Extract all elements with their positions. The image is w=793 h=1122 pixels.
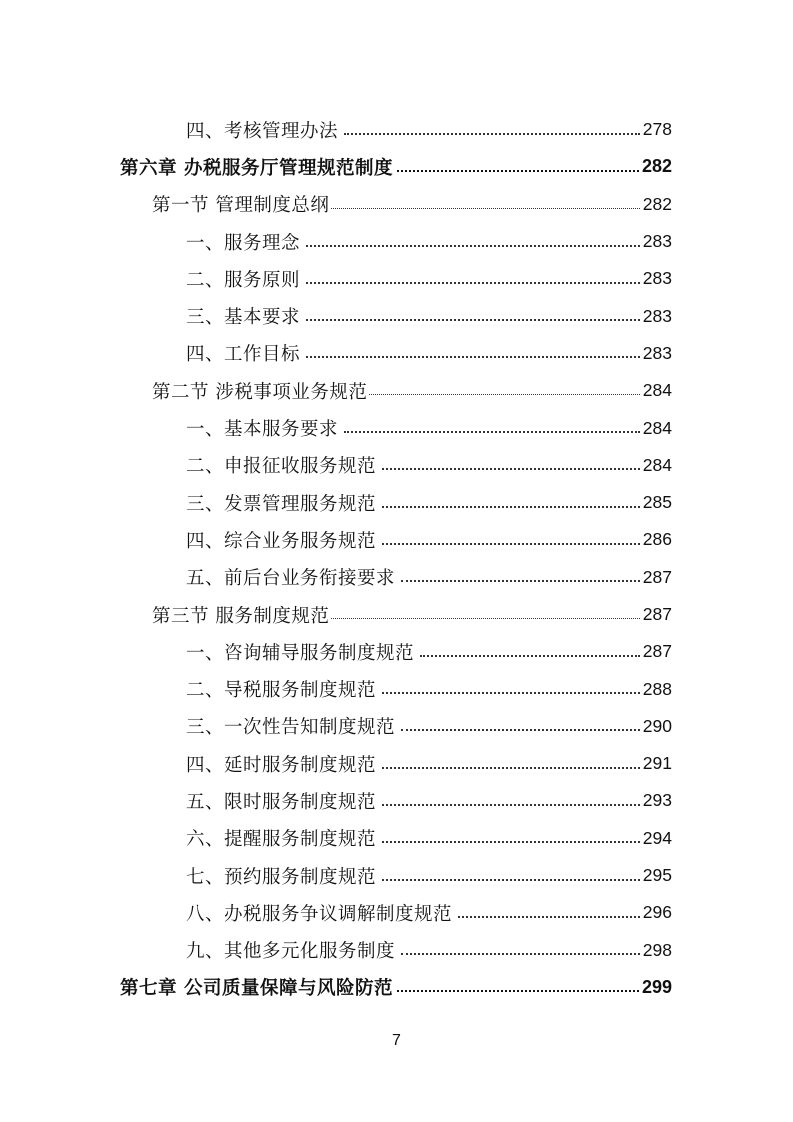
toc-entry-title: 七、预约服务制度规范 (186, 866, 377, 888)
toc-dot-leader (306, 319, 640, 321)
toc-entry-title: 三、基本要求 (186, 307, 301, 329)
toc-entry-page: 282 (641, 156, 672, 177)
toc-entry-section[interactable] (0, 372, 793, 409)
toc-entry-item[interactable] (0, 857, 793, 894)
toc-dot-leader (397, 990, 639, 992)
toc-dot-leader (344, 431, 640, 433)
toc-entry-item[interactable] (0, 894, 793, 931)
toc-entry-section[interactable] (0, 596, 793, 633)
toc-entry-page: 283 (642, 342, 672, 363)
toc-entry-title: 一、服务理念 (186, 232, 301, 254)
toc-entry-title: 五、前后台业务衔接要求 (186, 568, 396, 590)
toc-entry-page: 298 (642, 939, 672, 960)
toc-entry-title: 九、其他多元化服务制度 (186, 941, 396, 963)
toc-entry-page: 287 (642, 604, 672, 624)
toc-entry-item[interactable] (0, 409, 793, 446)
toc-entry-item[interactable] (0, 820, 793, 857)
toc-entry-page: 294 (642, 827, 672, 848)
toc-entry-title: 四、综合业务服务规范 (186, 530, 377, 552)
toc-entry-page: 291 (642, 753, 672, 774)
toc-entry-title: 第六章 办税服务厅管理规范制度 (120, 157, 393, 179)
toc-entry-item[interactable] (0, 484, 793, 521)
toc-entry-title: 四、工作目标 (186, 344, 301, 366)
toc-entry-item[interactable] (0, 745, 793, 782)
toc-entry-page: 288 (642, 678, 672, 699)
toc-dot-leader (382, 841, 640, 843)
toc-entry-page: 278 (642, 119, 672, 140)
toc-entry-title: 四、考核管理办法 (186, 120, 339, 142)
toc-entry-title: 四、延时服务制度规范 (186, 754, 377, 776)
toc-entry-title: 五、限时服务制度规范 (186, 791, 377, 813)
toc-entry-page: 287 (642, 641, 672, 662)
toc-entry-page: 286 (642, 529, 672, 550)
toc-entry-page: 299 (641, 976, 672, 997)
toc-entry-page: 285 (642, 492, 672, 513)
toc-entry-section[interactable] (0, 186, 793, 223)
toc-dot-leader (382, 767, 640, 769)
toc-entry-title: 二、申报征收服务规范 (186, 456, 377, 478)
toc-entry-page: 284 (642, 454, 672, 475)
toc-entry-title: 第七章 公司质量保障与风险防范 (120, 978, 393, 1000)
toc-entry-item[interactable] (0, 111, 793, 148)
toc-dot-leader (369, 394, 639, 395)
toc-entry-title: 二、导税服务制度规范 (186, 680, 377, 702)
toc-entry-title: 第一节 管理制度总纲 (152, 195, 330, 217)
toc-dot-leader (382, 879, 640, 881)
toc-entry-item[interactable] (0, 932, 793, 969)
table-of-contents (0, 111, 793, 1006)
toc-entry-page: 283 (642, 268, 672, 289)
toc-entry-title: 第三节 服务制度规范 (152, 605, 330, 627)
toc-entry-title: 第二节 涉税事项业务规范 (152, 381, 368, 403)
toc-entry-item[interactable] (0, 260, 793, 297)
toc-entry-page: 290 (642, 715, 672, 736)
toc-entry-page: 284 (642, 380, 672, 401)
toc-dot-leader (306, 245, 640, 247)
toc-entry-item[interactable] (0, 447, 793, 484)
toc-entry-item[interactable] (0, 335, 793, 372)
toc-dot-leader (458, 916, 640, 918)
toc-entry-page: 283 (642, 231, 672, 252)
toc-entry-item[interactable] (0, 782, 793, 819)
toc-dot-leader (397, 170, 639, 172)
toc-entry-page: 296 (642, 902, 672, 923)
toc-dot-leader (420, 655, 640, 657)
toc-entry-item[interactable] (0, 559, 793, 596)
toc-entry-title: 三、一次性告知制度规范 (186, 717, 396, 739)
toc-entry-item[interactable] (0, 633, 793, 670)
toc-dot-leader (401, 729, 640, 731)
toc-dot-leader (401, 953, 640, 955)
toc-entry-item[interactable] (0, 521, 793, 558)
toc-entry-item[interactable] (0, 708, 793, 745)
toc-dot-leader (382, 468, 640, 470)
toc-entry-page: 283 (642, 305, 672, 326)
toc-dot-leader (401, 580, 640, 582)
toc-dot-leader (382, 543, 640, 545)
page-number: 7 (392, 1032, 401, 1049)
toc-entry-page: 284 (642, 417, 672, 438)
toc-entry-item[interactable] (0, 223, 793, 260)
toc-entry-chapter[interactable] (0, 969, 793, 1006)
toc-dot-leader (382, 506, 640, 508)
toc-entry-title: 三、发票管理服务规范 (186, 493, 377, 515)
toc-dot-leader (344, 133, 640, 135)
toc-entry-title: 一、咨询辅导服务制度规范 (186, 642, 415, 664)
toc-entry-title: 二、服务原则 (186, 269, 301, 291)
toc-dot-leader (331, 208, 639, 209)
toc-entry-chapter[interactable] (0, 148, 793, 185)
toc-entry-page: 293 (642, 790, 672, 811)
toc-dot-leader (382, 804, 640, 806)
toc-dot-leader (331, 618, 639, 619)
toc-entry-title: 一、基本服务要求 (186, 419, 339, 441)
toc-dot-leader (306, 282, 640, 284)
toc-entry-page: 282 (642, 193, 672, 214)
toc-dot-leader (306, 356, 640, 358)
toc-entry-item[interactable] (0, 670, 793, 707)
toc-entry-item[interactable] (0, 297, 793, 334)
toc-dot-leader (382, 692, 640, 694)
toc-entry-title: 八、办税服务争议调解制度规范 (186, 903, 453, 925)
toc-entry-page: 287 (642, 566, 672, 587)
toc-entry-title: 六、提醒服务制度规范 (186, 829, 377, 851)
toc-entry-page: 295 (642, 865, 672, 886)
